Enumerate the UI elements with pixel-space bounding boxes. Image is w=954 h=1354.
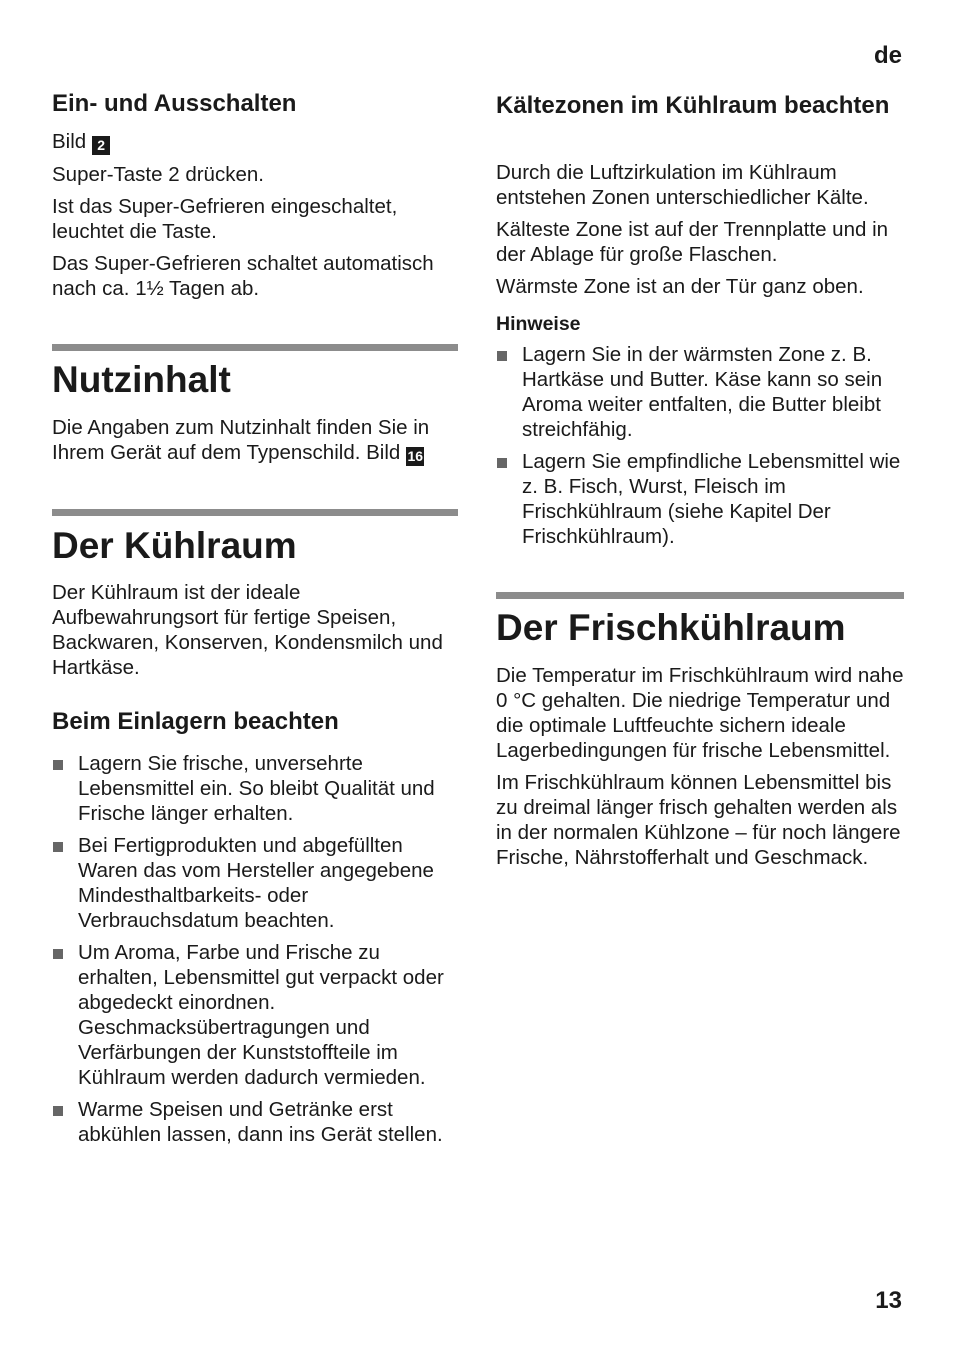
figure-number-badge: 16	[407, 448, 424, 464]
heading-kaeltezonen: Kältezonen im Kühlraum beachten	[496, 92, 890, 119]
bullet-square-icon	[497, 351, 507, 361]
list-item: Um Aroma, Farbe und Frische zu erhalten, Lebensmittel gut verpackt oder abgedeckt einordnen. Geschmacksübertragungen und Verfärbungen der Kunststoffteile im Kühlraum werden dadurch vermieden.	[52, 940, 458, 1090]
bild-reference: Bild 2	[52, 129, 458, 155]
heading-hinweise: Hinweise	[496, 313, 581, 335]
heading-der-kuehlraum: Der Kühlraum	[52, 525, 297, 566]
bullet-square-icon	[497, 458, 507, 468]
heading-beim-einlagern: Beim Einlagern beachten	[52, 708, 339, 735]
kuehlraum-text	[52, 580, 458, 680]
section-rule	[52, 509, 458, 516]
list-item: Lagern Sie in der wärmsten Zone z. B. Hartkäse und Butter. Käse kann so sein Aroma weiter entfalten, die Butter bleibt streichfähig.	[496, 342, 904, 442]
paragraph: Super-Taste 2 drücken.	[52, 163, 264, 186]
ein-aus-text	[52, 129, 458, 301]
paragraph: Die Temperatur im Frischkühlraum wird nahe 0 °C gehalten. Die niedrige Temperatur und die optimale Luftfeuchte sichern ideale Lagerbedingungen für frische Lebensmittel.	[496, 664, 904, 762]
heading-der-frischkuehlraum: Der Frischkühlraum	[496, 607, 846, 648]
bullet-square-icon	[53, 1106, 63, 1116]
page-number: 13	[875, 1287, 902, 1314]
paragraph: Die Angaben zum Nutzinhalt finden Sie in Ihrem Gerät auf dem Typenschild. Bild 16	[52, 416, 430, 464]
section-rule	[52, 344, 458, 351]
list-item: Bei Fertigprodukten und abgefüllten Waren das vom Hersteller angegebene Mindesthaltbarkeits- oder Verbrauchsdatum beachten.	[52, 833, 458, 933]
list-item: Warme Speisen und Getränke erst abkühlen lassen, dann ins Gerät stellen.	[52, 1097, 458, 1147]
paragraph: Durch die Luftzirkulation im Kühlraum entstehen Zonen unterschiedlicher Kälte.	[496, 161, 869, 209]
paragraph: Der Kühlraum ist der ideale Aufbewahrungsort für fertige Speisen, Backwaren, Konserven, Kondensmilch und Hartkäse.	[52, 581, 443, 679]
einlagern-list	[52, 751, 458, 1147]
list-item: Lagern Sie empfindliche Lebensmittel wie z. B. Fisch, Wurst, Fleisch im Frischkühlraum (siehe Kapitel Der Frischkühlraum).	[496, 449, 904, 549]
heading-ein-ausschalten: Ein- und Ausschalten	[52, 90, 297, 117]
paragraph: Wärmste Zone ist an der Tür ganz oben.	[496, 275, 864, 298]
bullet-square-icon	[53, 760, 63, 770]
nutzinhalt-text	[52, 415, 458, 466]
bullet-square-icon	[53, 949, 63, 959]
kaeltezonen-text	[496, 160, 904, 299]
list-item: Lagern Sie frische, unversehrte Lebensmittel ein. So bleibt Qualität und Frische länger erhalten.	[52, 751, 458, 826]
figure-number-badge: 2	[92, 136, 110, 155]
bullet-square-icon	[53, 842, 63, 852]
heading-nutzinhalt: Nutzinhalt	[52, 359, 231, 400]
frischkuehlraum-text	[496, 663, 904, 870]
paragraph: Das Super-Gefrieren schaltet automatisch nach ca. 1½ Tagen ab.	[52, 252, 434, 300]
paragraph: Ist das Super-Gefrieren eingeschaltet, leuchtet die Taste.	[52, 195, 398, 243]
paragraph: Im Frischkühlraum können Lebensmittel bis zu dreimal länger frisch gehalten werden als in der normalen Kühlzone – für noch längere Frische, Nährstofferhalt und Geschmack.	[496, 771, 901, 869]
hinweise-list	[496, 342, 904, 549]
section-rule	[496, 592, 904, 599]
language-label: de	[873, 42, 902, 69]
paragraph: Kälteste Zone ist auf der Trennplatte und in der Ablage für große Flaschen.	[496, 218, 889, 266]
